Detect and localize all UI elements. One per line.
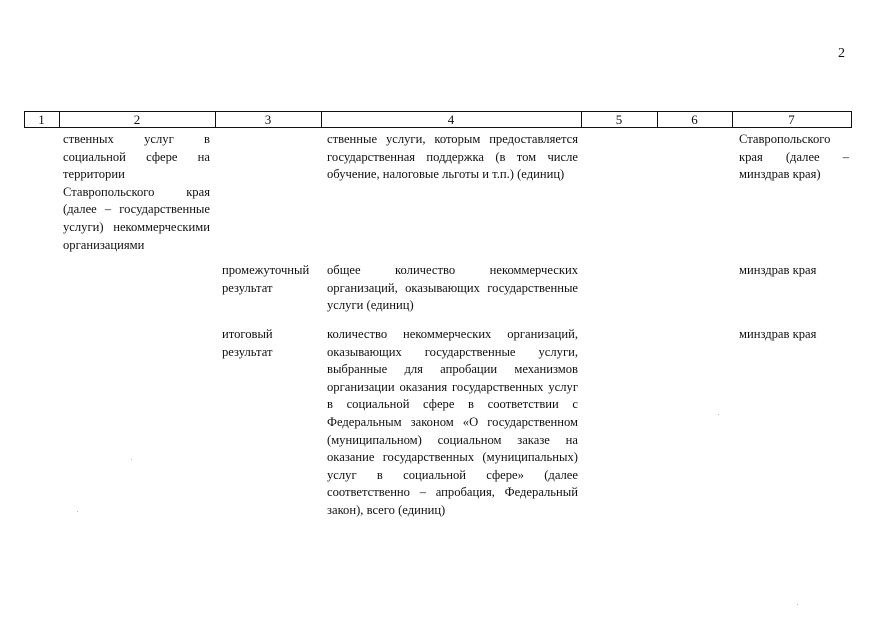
row2-col3-result-type: промежуточный результат — [222, 263, 310, 295]
row2-col4-indicator: общее количество некоммерческих организаций, оказывающих государственные услуги (единиц) — [327, 263, 578, 313]
header-col-2: 2 — [133, 112, 141, 127]
scan-speck — [797, 604, 798, 605]
row3-col4-indicator: количество некоммерческих организаций, оказывающих государственные услуги, выбранные для апробации механизмов организации оказания государственных услуг в социальной сфере в соответствии с Федеральным законом «О государственном (муниципальном) социальном заказе на оказание государственных (муниципальных) услуг в социальной сфере» (далее соответственно – апробация, Федеральный закон), всего (единиц) — [327, 327, 578, 517]
header-col-3: 3 — [264, 112, 272, 127]
row1-col4-indicator: ственные услуги, которым предоставляется государственная поддержка (в том числе обучение, налоговые льготы и т.п.) (единиц) — [327, 132, 578, 182]
row1-col7-responsible: Ставропольского края (далее – минздрав края) — [739, 132, 849, 182]
table-header-row — [24, 111, 852, 128]
row3-col3-result-type: итоговый результат — [222, 327, 273, 359]
scan-speck — [718, 414, 719, 415]
header-col-7: 7 — [788, 112, 795, 127]
header-col-1: 1 — [38, 112, 45, 127]
row1-col2-description: ственных услуг в социальной сфере на территории Ставропольского края (далее – государственные услуги) некоммерческими организациями — [63, 132, 210, 252]
column-divider — [851, 111, 852, 128]
scan-speck — [77, 511, 78, 512]
page-number: 2 — [838, 46, 845, 61]
header-col-6: 6 — [691, 112, 698, 127]
header-col-4: 4 — [447, 112, 455, 127]
row2-col7-responsible: минздрав края — [739, 263, 817, 277]
row3-col7-responsible: минздрав края — [739, 327, 817, 341]
header-col-5: 5 — [615, 112, 623, 127]
scan-speck — [131, 459, 132, 460]
